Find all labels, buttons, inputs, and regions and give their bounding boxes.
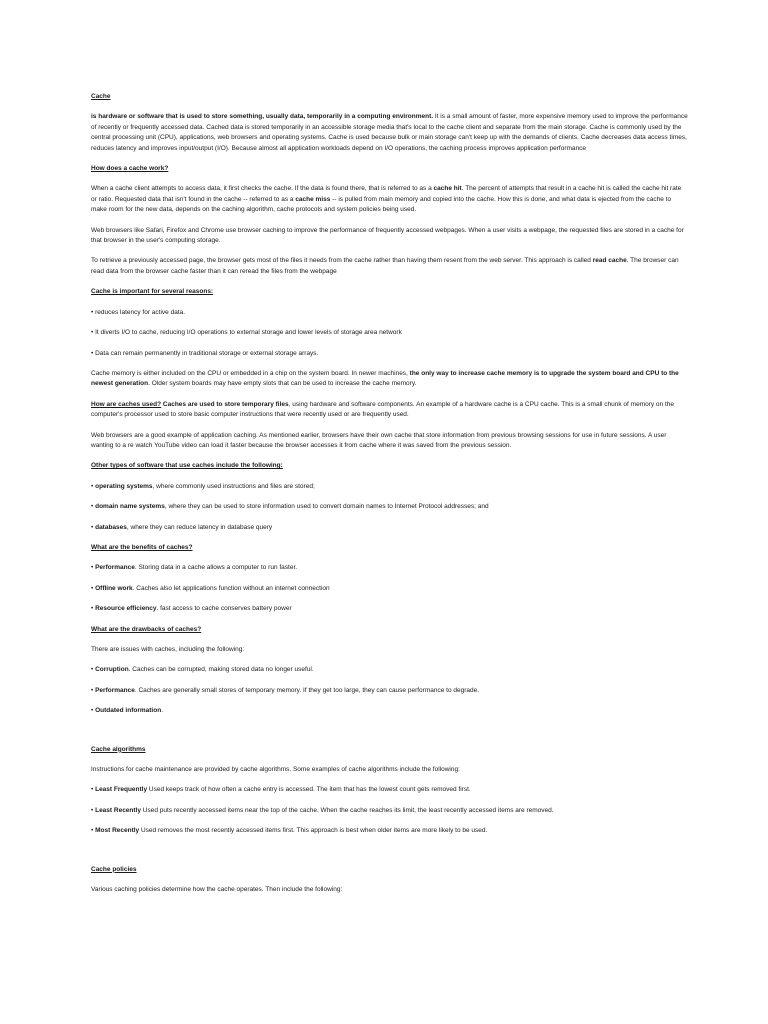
list-item: • Least Recently Used puts recently accessed items near the top of the cache. When the cache reaches its limit, the least recently accessed items are removed.	[91, 806, 554, 814]
section-heading-cache: Cache	[91, 93, 111, 100]
section-heading-algorithms: Cache algorithms	[91, 745, 146, 753]
list-item: • Performance. Caches are generally small stores of temporary memory. If they get too large, they can cause performance to degrade.	[91, 686, 480, 694]
section-heading-how-used: How are caches used?	[91, 400, 162, 408]
list-item: • databases, where they can reduce latency in database query	[91, 523, 273, 531]
list-item: • Performance. Storing data in a cache allows a computer to run faster.	[91, 564, 298, 572]
list-item: • Resource efficiency. fast access to cache conserves battery power	[91, 605, 292, 613]
web-browsers-paragraph: Web browsers are a good example of application caching. As mentioned earlier, browsers have their own cache that store information from previous browsing sessions for use in future sessions. A user wanting to a re watch YouTube video can load it faster because the browser accesses it from cache where it was saved from the previous session.	[91, 431, 667, 449]
section-heading-drawbacks: What are the drawbacks of caches?	[91, 625, 202, 633]
list-item: • Corruption. Caches can be corrupted, making stored data no longer useful.	[91, 666, 314, 674]
cache-intro-paragraph: is hardware or software that is used to store something, usually data, temporarily in a computing environment. It is a small amount of faster, more expensive memory used to improve the performance of recently or frequently accessed data. Cached data is stored temporarily in an accessible storage media that's local to the cache client and separate from the main storage. Cache is commonly used by the central processing unit (CPU), applications, web browsers and operating systems. Cache is used because bulk or main storage can't keep up with the demands of clients. Cache decreases data access times, reduces latency and improves input/output (I/O). Because almost all application workloads depend on I/O operations, the caching process improves application performance	[91, 113, 688, 152]
section-heading-policies: Cache policies	[91, 865, 137, 873]
how-used-paragraph: How are caches used? Caches are used to store temporary files, using hardware and software components. An example of a hardware cache is a CPU cache. This is a small chunk of memory on the computer's processor used to store basic computer instructions that were recently used or are frequently used.	[91, 400, 675, 419]
list-item: • domain name systems, where they can be used to store information used to convert domain names to Internet Protocol addresses; and	[91, 503, 489, 511]
list-item: • Most Recently Used removes the most recently accessed items first. This approach is best when older items are more likely to be used.	[91, 827, 488, 835]
list-item: • It diverts I/O to cache, reducing I/O operations to external storage and lower levels of storage area network	[91, 329, 402, 337]
policies-intro: Various caching policies determine how the cache operates. Then include the following:	[91, 886, 343, 894]
section-heading-how-works: How does a cache work?	[91, 165, 169, 173]
cache-memory-paragraph: Cache memory is either included on the CPU or embedded in a chip on the system board. In newer machines, the only way to increase cache memory is to upgrade the system board and CPU to the newest generation. Older system boards may have empty slots that can be used to increase the cache memory.	[91, 369, 679, 388]
list-item: • operating systems, where commonly used instructions and files are stored;	[91, 482, 315, 490]
algorithms-intro: Instructions for cache maintenance are provided by cache algorithms. Some examples of cache algorithms include the following:	[91, 766, 460, 774]
drawbacks-intro: There are issues with caches, including the following:	[91, 646, 245, 653]
section-heading-benefits: What are the benefits of caches?	[91, 543, 193, 551]
list-item: • reduces latency for active data.	[91, 308, 186, 316]
how-works-paragraph-2: Web browsers like Safari, Firefox and Chrome use browser caching to improve the performance of frequently accessed webpages. When a user visits a webpage, the requested files are stored in a cache for that browser in the user's computing storage.	[91, 226, 684, 245]
list-item: • Data can remain permanently in traditional storage or external storage arrays.	[91, 349, 319, 357]
list-item: • Least Frequently Used keeps track of how often a cache entry is accessed. The item that has the lowest count gets removed first.	[91, 786, 471, 794]
list-item: • Offline work. Caches also let applications function without an internet connection	[91, 584, 330, 592]
section-heading-other-types: Other types of software that use caches include the following:	[91, 462, 283, 470]
section-heading-important: Cache is important for several reasons:	[91, 288, 214, 296]
how-works-paragraph-3: To retrieve a previously accessed page, the browser gets most of the files it needs from the cache rather than having them resent from the web server. This approach is called read cache. The browser can read data from the browser cache faster than it can reread the files from the webpage	[91, 257, 679, 275]
list-item: • Outdated information.	[91, 707, 163, 715]
how-works-paragraph-1: When a cache client attempts to access data, it first checks the cache. If the data is found there, that is referred to as a cache hit. The percent of attempts that result in a cache hit is called the cache hit rate or ratio. Requested data that isn't found in the cache -- referred to as a cache miss -- is pulled from main memory and copied into the cache. How this is done, and what data is ejected from the cache to make room for the new data, depends on the caching algorithm, cache protocols and system policies being used.	[91, 185, 682, 214]
